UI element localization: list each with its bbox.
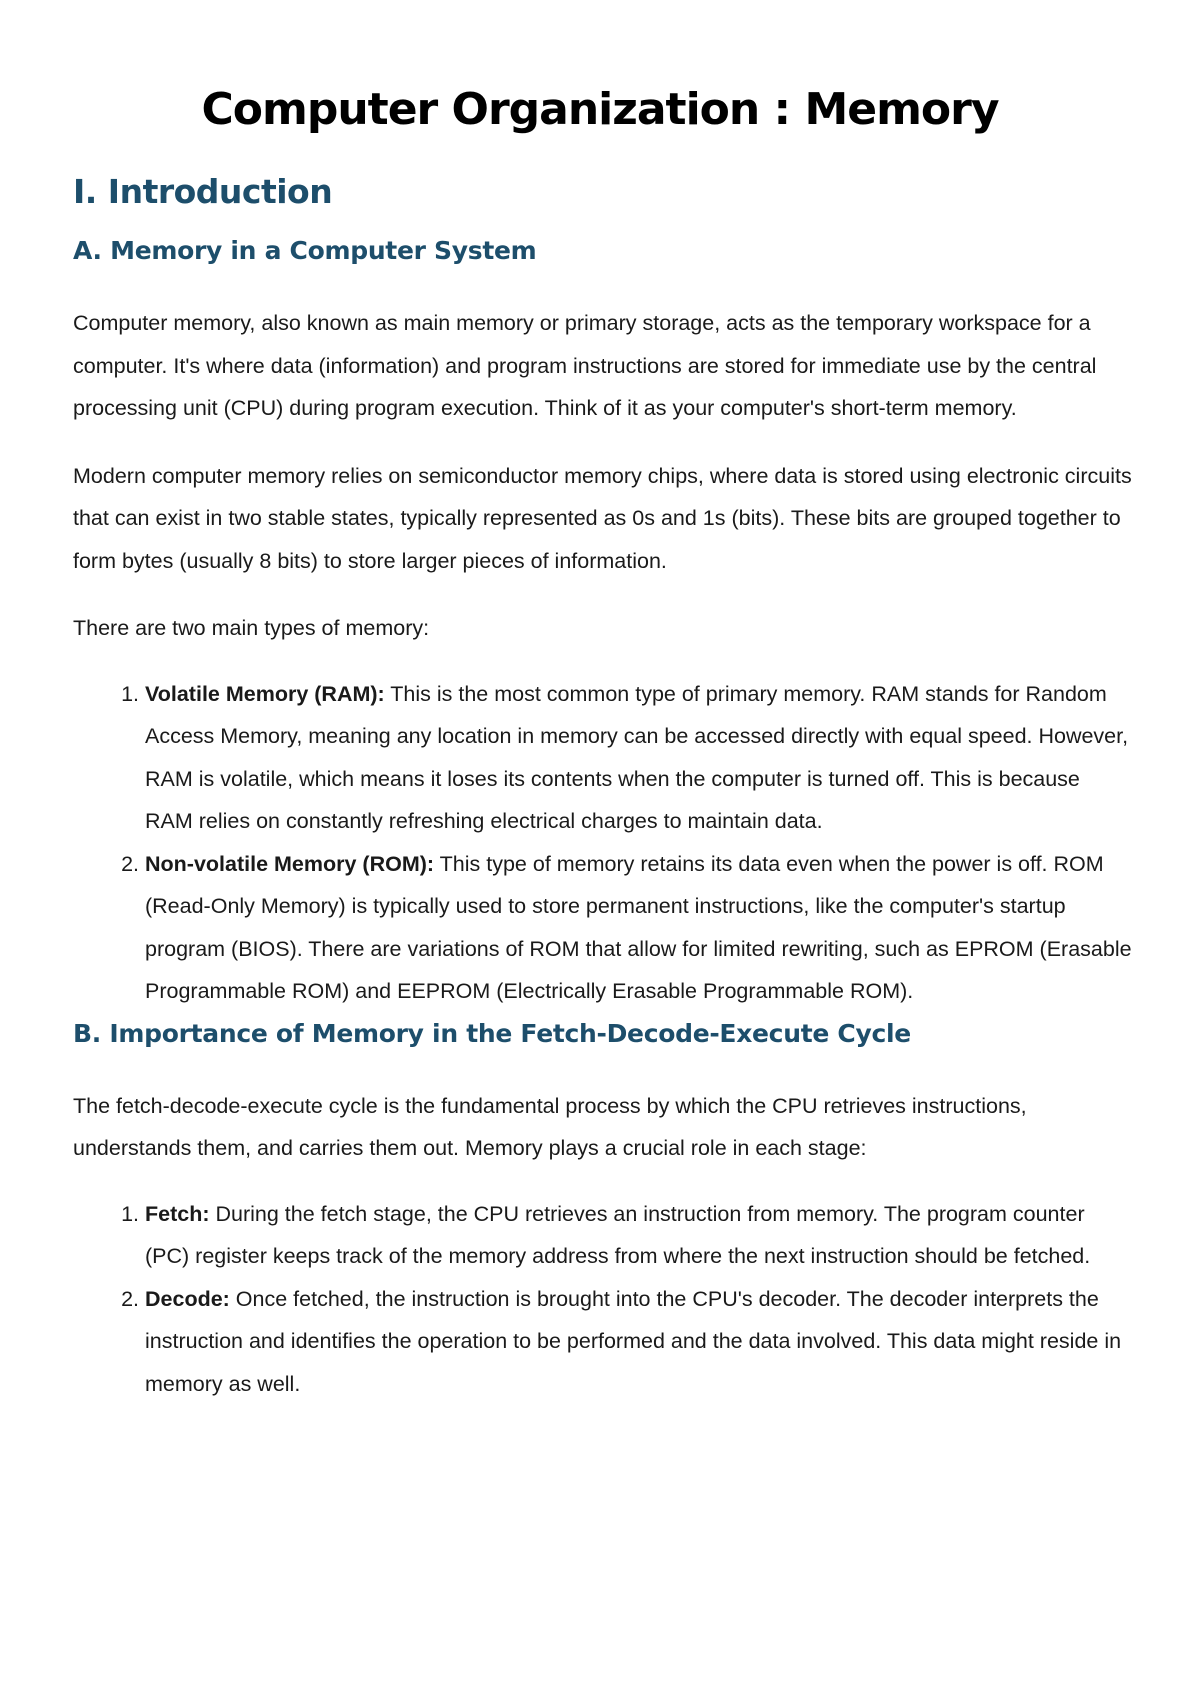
list-item-text: Once fetched, the instruction is brought into the CPU's decoder. The decoder interprets the instruction and identifies the operation to be performed and the data involved. This data might reside in memory as well. — [145, 1286, 1122, 1396]
paragraph-memory-types-intro: There are two main types of memory: — [73, 616, 430, 640]
subsection-heading-fetch-decode-execute: B. Importance of Memory in the Fetch-Decode-Execute Cycle — [73, 1018, 911, 1048]
paragraph-fetch-decode-execute-intro: The fetch-decode-execute cycle is the fundamental process by which the CPU retrieves instructions, understands them, and carries them out. Memory plays a crucial role in each stage: — [73, 1093, 1027, 1160]
memory-types-list — [73, 673, 1133, 1013]
list-item-term: Fetch: — [145, 1201, 210, 1226]
list-item-term: Decode: — [145, 1286, 230, 1311]
list-item-text: This type of memory retains its data even when the power is off. ROM (Read-Only Memory) is typically used to store permanent instructions, like the computer's startup program (BIOS). There are variations of ROM that allow for limited rewriting, such as EPROM (Erasable Programmable ROM) and EEPROM (Electrically Erasable Programmable ROM). — [145, 851, 1132, 1003]
document-title: Computer Organization : Memory — [201, 84, 999, 135]
list-item-term: Non-volatile Memory (ROM): — [145, 851, 435, 876]
paragraph-semiconductor-memory: Modern computer memory relies on semiconductor memory chips, where data is stored using electronic circuits that can exist in two stable states, typically represented as 0s and 1s (bits). These bits are grouped together to form bytes (usually 8 bits) to store larger pieces of information. — [73, 463, 1132, 573]
cycle-stages-list — [73, 1193, 1133, 1406]
list-item-decode — [145, 1278, 1133, 1406]
list-item-term: Volatile Memory (RAM): — [145, 681, 385, 706]
list-item-text: During the fetch stage, the CPU retrieves an instruction from memory. The program counter (PC) register keeps track of the memory address from where the next instruction should be fetched. — [145, 1201, 1091, 1268]
document-page — [73, 0, 1133, 1405]
list-item-volatile-memory — [145, 673, 1133, 843]
list-item-fetch — [145, 1193, 1133, 1278]
list-item-text: This is the most common type of primary memory. RAM stands for Random Access Memory, meaning any location in memory can be accessed directly with equal speed. However, RAM is volatile, which means it loses its contents when the computer is turned off. This is because RAM relies on constantly refreshing electrical charges to maintain data. — [145, 681, 1129, 833]
subsection-heading-memory-in-computer-system: A. Memory in a Computer System — [73, 236, 537, 265]
list-item-non-volatile-memory — [145, 843, 1133, 1013]
section-heading-introduction: I. Introduction — [73, 172, 333, 211]
paragraph-memory-definition: Computer memory, also known as main memory or primary storage, acts as the temporary workspace for a computer. It's where data (information) and program instructions are stored for immediate use by the central processing unit (CPU) during program execution. Think of it as your computer's short-term memory. — [73, 311, 1097, 420]
